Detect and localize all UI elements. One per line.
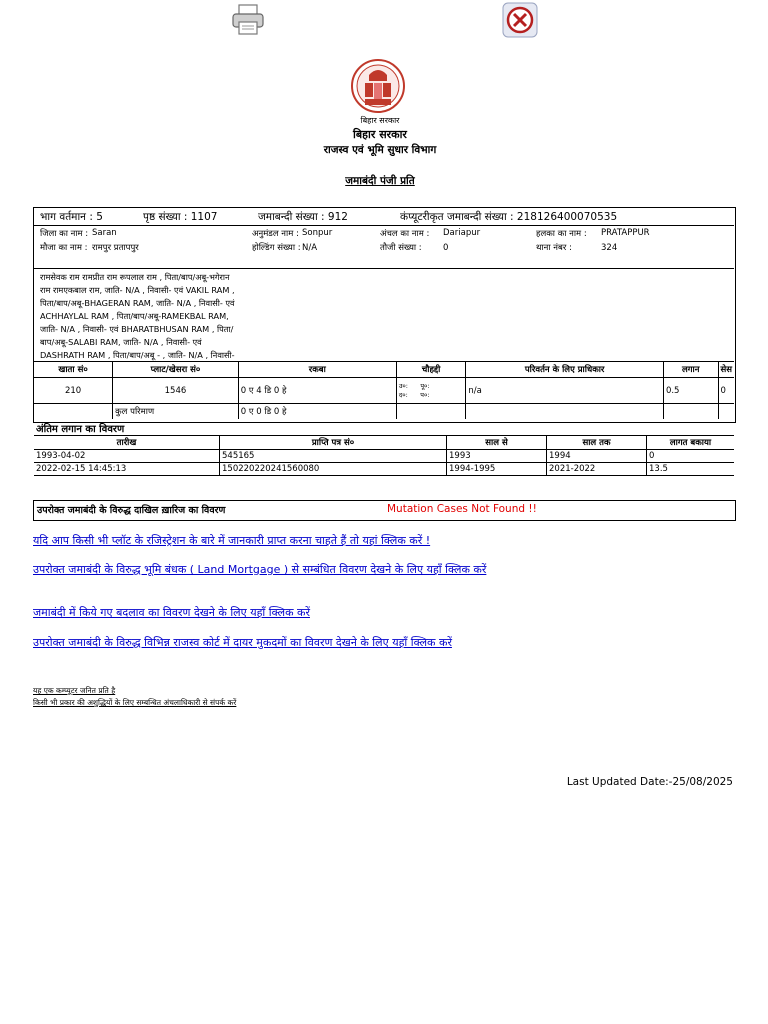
- divider: [34, 268, 734, 269]
- bihar-emblem: [351, 59, 405, 113]
- last-updated-date: Last Updated Date:-25/08/2025: [566, 776, 733, 788]
- chauhaddi-south: द०:: [398, 390, 408, 399]
- lagan-header: लागत बकाया: [647, 436, 735, 450]
- rakba-value: 0 ए 4 डि 0 हे: [238, 378, 396, 404]
- chauhaddi-cell: [396, 378, 466, 404]
- owner-line: रामसेवक राम रामप्रीत राम रूपलाल राम , पिता/बाप/अबू-भगेरान: [40, 272, 230, 282]
- department-name: राजस्व एवं भूमि सुधार विभाग: [323, 144, 437, 156]
- land-mortgage-link[interactable]: उपरोक्त जमाबंदी के विरुद्ध भूमि बंधक ( Land Mortgage ) से सम्बंधित विवरण देखने के लिए यहाँ क्लिक करें: [33, 563, 487, 576]
- computer-jamabandi-sankhya: कंप्यूटरीकृत जमाबन्दी संख्या : 218126400070535: [400, 211, 618, 223]
- table-row: [34, 463, 734, 476]
- ses-value: 0: [718, 378, 734, 404]
- lagan-cell: 1993: [447, 450, 547, 463]
- lagan-cell: 1994: [547, 450, 647, 463]
- plot-header: प्लाट/खेसरा सं०: [113, 362, 239, 378]
- total-label: कुल परिमाण: [113, 404, 239, 419]
- close-icon: [502, 2, 538, 38]
- lagan-header: तारीख: [116, 438, 137, 448]
- owner-line: जाति- N/A , निवासी- एवं BHARATBHUSAN RAM , पिता/: [40, 324, 234, 334]
- prishth-sankhya: पृष्ठ संख्या : 1107: [143, 211, 218, 223]
- lagan-section-title: अंतिम लगान का विवरण: [36, 424, 125, 435]
- divider: [34, 225, 734, 226]
- khesra-value: 1546: [113, 378, 239, 404]
- thana-value: 324: [601, 243, 618, 253]
- mauja-value: रामपुर प्रतापपुर: [92, 243, 139, 253]
- jamabandi-changes-link[interactable]: जमाबंदी में किये गए बदलाव का विवरण देखने के लिए यहाँ क्लिक करें: [33, 606, 310, 619]
- anchal-label: अंचल का नाम :: [380, 229, 430, 239]
- lagan-cell: 2022-02-15 14:45:13: [36, 464, 127, 474]
- tauji-value: 0: [443, 243, 449, 253]
- anumandal-label: अनुमंडल नाम :: [252, 229, 299, 239]
- jamabandi-sankhya: जमाबन्दी संख्या : 912: [258, 211, 348, 223]
- close-button[interactable]: [502, 2, 538, 38]
- thana-label: थाना नंबर :: [536, 243, 572, 253]
- plot-header: चौहद्दी: [396, 362, 466, 378]
- owner-line: DASHRATH RAM , पिता/बाप/अबू - , जाति- N/A , निवासी-: [40, 350, 235, 360]
- mutation-status: Mutation Cases Not Found !!: [387, 503, 537, 515]
- tauji-label: तौजी संख्या :: [380, 243, 422, 253]
- page-title: जमाबंदी पंजी प्रति: [345, 175, 415, 187]
- lagan-cell: 150220220241560080: [220, 463, 447, 476]
- lagan-cell: 1994-1995: [447, 463, 547, 476]
- owner-line: राम रामएकबाल राम, जाति- N/A , निवासी- एवं VAKIL RAM ,: [40, 285, 235, 295]
- emblem-caption: बिहार सरकार: [360, 116, 400, 125]
- owner-details: [40, 271, 280, 362]
- lagan-cell: 2021-2022: [547, 463, 647, 476]
- khata-value: 210: [64, 385, 82, 396]
- correction-contact-note: किसी भी प्रकार की अशुद्धियों के लिए सम्बन्धित अंचलाधिकारी से संपर्क करें: [33, 698, 237, 707]
- lagan-value: 0.5: [663, 378, 718, 404]
- mutation-label: उपरोक्त जमाबंदी के विरुद्ध दाखिल ख़ारिज का विवरण: [37, 505, 226, 516]
- chauhaddi-north: उ०:: [398, 381, 408, 390]
- mauja-label: मौजा का नाम :: [40, 243, 88, 253]
- lagan-cell: 13.5: [647, 463, 735, 476]
- anumandal-value: Sonpur: [302, 228, 333, 238]
- halka-label: हलका का नाम :: [536, 229, 587, 239]
- lagan-header: साल तक: [547, 436, 647, 450]
- lagan-cell: 1993-04-02: [36, 451, 86, 461]
- owner-line: बाप/अबू-SALABI RAM, जाति- N/A , निवासी- एवं: [40, 337, 202, 347]
- lagan-cell: 545165: [220, 450, 447, 463]
- zila-value: Saran: [92, 228, 117, 238]
- govt-name: बिहार सरकार: [353, 128, 407, 141]
- owner-line: ACHHAYLAL RAM , पिता/बाप/अबू-RAMEKBAL RAM,: [40, 311, 229, 321]
- holding-value: N/A: [302, 243, 318, 253]
- plot-header: सेस: [718, 362, 734, 378]
- total-value: 0 ए 0 डि 0 हे: [238, 404, 396, 419]
- adhikar-value: n/a: [466, 378, 664, 404]
- lagan-header: प्राप्ति पत्र सं०: [220, 436, 447, 450]
- halka-value: PRATAPPUR: [601, 228, 650, 238]
- plot-header: खाता सं०: [58, 365, 88, 375]
- owner-line: पिता/बाप/अबू-BHAGERAN RAM, जाति- N/A , निवासी- एवं: [40, 298, 235, 308]
- bihar-emblem-icon: [351, 59, 405, 113]
- revenue-court-cases-link[interactable]: उपरोक्त जमाबंदी के विरुद्ध विभिन्न राजस्व कोर्ट में दायर मुकदमों का विवरण देखने के लिए यहाँ क्लिक करें: [33, 636, 452, 649]
- lagan-header: साल से: [447, 436, 547, 450]
- lagan-cell: 0: [647, 450, 735, 463]
- plot-header: लगान: [663, 362, 718, 378]
- bhag-vartaman: भाग वर्तमान : 5: [40, 211, 103, 223]
- lagan-table: [34, 435, 734, 476]
- chauhaddi-east: पू०:: [420, 381, 430, 390]
- printer-icon: [230, 2, 266, 38]
- holding-label: होल्डिंग संख्या :: [252, 243, 301, 253]
- zila-label: जिला का नाम :: [40, 229, 89, 239]
- chauhaddi-west: प०:: [420, 390, 430, 399]
- table-row: [34, 450, 734, 463]
- plot-table: [34, 361, 734, 419]
- print-button[interactable]: [230, 2, 266, 38]
- plot-header: रकबा: [238, 362, 396, 378]
- plot-header: परिवर्तन के लिए प्राधिकार: [466, 362, 664, 378]
- computer-generated-note: यह एक कम्प्यूटर जनित प्रति है: [33, 686, 116, 695]
- anchal-value: Dariapur: [443, 228, 481, 238]
- registration-link[interactable]: यदि आप किसी भी प्लॉट के रजिस्ट्रेशन के बारे में जानकारी प्राप्त करना चाहते हैं तो यहां क्लिक करें !: [33, 534, 431, 547]
